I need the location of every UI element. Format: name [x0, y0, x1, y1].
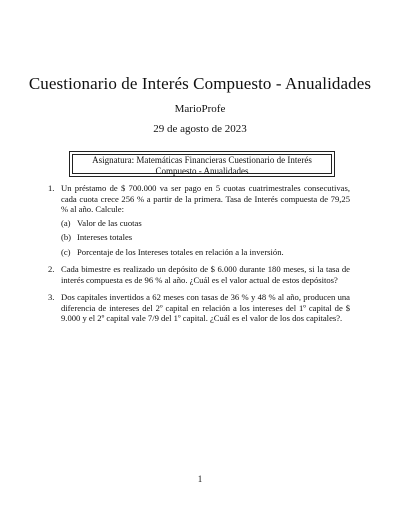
question-list	[48, 183, 350, 331]
question-text: Dos capitales invertidos a 62 meses con tasas de 36 % y 48 % al año, producen una diferencia de intereses del 2º capital en relación a los intereses del 1º capital de $ 9.000 y el 2º capital vale 7/9 del 1º capital. ¿Cuál es el valor de los dos capitales?.	[61, 292, 350, 323]
author: MarioProfe	[174, 103, 226, 115]
subitem-text: Porcentaje de los Intereses totales en relación a la inversión.	[77, 246, 284, 257]
subitem-c	[61, 247, 350, 258]
question-text: Un préstamo de $ 700.000 va ser pago en 5 cuotas cuatrimestrales consecutivas, cada cuota crece 256 % a partir de la primera. Tasa de Interés compuesta de 79,25 % al año. Calcule:	[61, 183, 350, 214]
subitem-label: (b)	[61, 232, 72, 242]
subitem-label: (a)	[61, 217, 71, 228]
question-1	[48, 183, 350, 257]
subitem-a	[61, 218, 350, 229]
question-number: 1.	[48, 183, 55, 193]
question-text: Cada bimestre es realizado un depósito de $ 6.000 durante 180 meses, si la tasa de interés compuesta es de 96 % al año. ¿Cuál es el valor actual de estos depósitos?	[61, 264, 350, 285]
subitem-b	[61, 232, 350, 243]
date: 29 de agosto de 2023	[153, 123, 247, 135]
document-title: Cuestionario de Interés Compuesto - Anualidades	[28, 74, 372, 93]
question-2	[48, 264, 350, 285]
question-number: 2.	[48, 264, 55, 274]
subitem-label: (c)	[61, 246, 71, 257]
question-number: 3.	[48, 292, 55, 302]
subitem-text: Intereses totales	[77, 232, 133, 242]
question-3	[48, 292, 350, 324]
subject-text: Asignatura: Matemáticas Financieras Cuestionario de Interés Compuesto - Anualidades	[72, 154, 332, 174]
subitem-list	[61, 218, 350, 258]
subitem-text: Valor de las cuotas	[77, 217, 142, 228]
page-number: 1	[197, 474, 203, 484]
subject-box	[69, 151, 335, 177]
